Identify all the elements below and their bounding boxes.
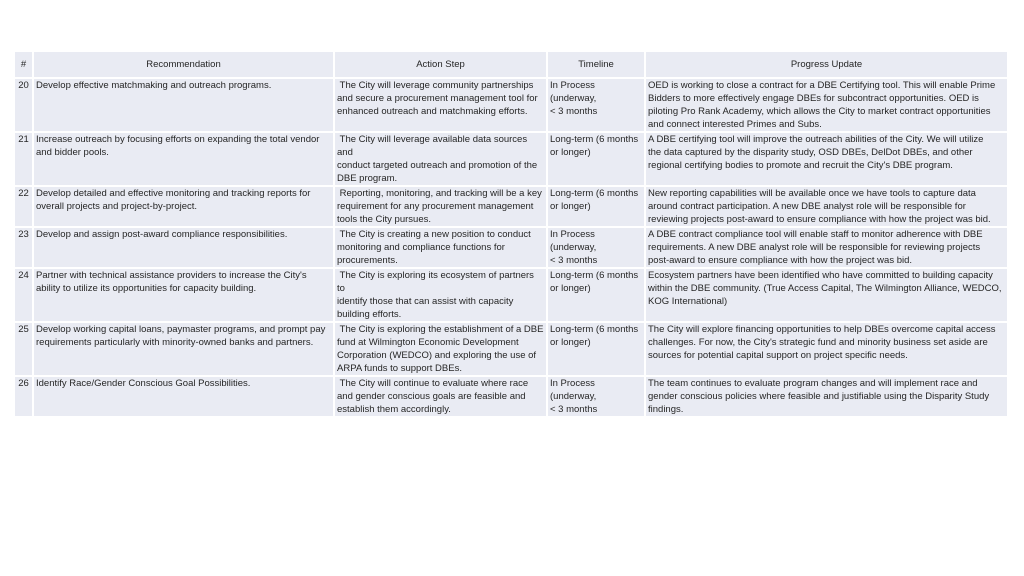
recommendations-table bbox=[15, 52, 1009, 416]
header-progress-update: Progress Update bbox=[645, 52, 1008, 78]
progress-update-cell: The team continues to evaluate program changes and will implement race and gender conscious policies where feasible and justifiable using the Disparity Study findings. bbox=[645, 376, 1008, 416]
header-action-step: Action Step bbox=[334, 52, 547, 78]
timeline-cell: Long-term (6 months or longer) bbox=[547, 132, 645, 186]
timeline-cell: Long-term (6 months or longer) bbox=[547, 268, 645, 322]
action-step-cell: The City is exploring the establishment of a DBE fund at Wilmington Economic Development Corporation (WEDCO) and exploring the use of ARPA funds to support DBEs. bbox=[334, 322, 547, 376]
progress-update-cell: New reporting capabilities will be available once we have tools to capture data around contract participation. A new DBE analyst role will be responsible for reviewing projects post-award to ensure compliance with how the project was bid. bbox=[645, 186, 1008, 227]
action-step-cell: The City is creating a new position to conduct monitoring and compliance functions for procurements. bbox=[334, 227, 547, 268]
recommendation-cell: Develop detailed and effective monitoring and tracking reports for overall projects and project-by-project. bbox=[33, 186, 334, 227]
header-number: # bbox=[15, 52, 33, 78]
action-step-cell: Reporting, monitoring, and tracking will be a key requirement for any procurement management tools the City pursues. bbox=[334, 186, 547, 227]
table-row bbox=[15, 376, 1008, 416]
table-header-row bbox=[15, 52, 1008, 78]
recommendation-cell: Increase outreach by focusing efforts on expanding the total vendor and bidder pools. bbox=[33, 132, 334, 186]
recommendation-cell: Develop working capital loans, paymaster programs, and prompt pay requirements particularly with minority-owned banks and partners. bbox=[33, 322, 334, 376]
row-number: 23 bbox=[15, 227, 33, 268]
timeline-cell: In Process (underway, < 3 months bbox=[547, 227, 645, 268]
recommendation-cell: Identify Race/Gender Conscious Goal Possibilities. bbox=[33, 376, 334, 416]
timeline-cell: In Process (underway, < 3 months bbox=[547, 78, 645, 132]
recommendation-cell: Partner with technical assistance providers to increase the City's ability to utilize its opportunities for capacity building. bbox=[33, 268, 334, 322]
row-number: 21 bbox=[15, 132, 33, 186]
progress-update-cell: OED is working to close a contract for a DBE Certifying tool. This will enable Prime Bidders to more effectively engage DBEs for subcontract opportunities. OED is piloting Pro Rank Academy, which allows the City to market contract opportunities and connect interested Primes and Subs. bbox=[645, 78, 1008, 132]
timeline-cell: Long-term (6 months or longer) bbox=[547, 322, 645, 376]
row-number: 24 bbox=[15, 268, 33, 322]
row-number: 20 bbox=[15, 78, 33, 132]
table-row bbox=[15, 268, 1008, 322]
progress-update-cell: The City will explore financing opportunities to help DBEs overcome capital access challenges. For now, the City's strategic fund and minority business set aside are sources for potential capital support on project specific needs. bbox=[645, 322, 1008, 376]
table-row bbox=[15, 322, 1008, 376]
table-row bbox=[15, 186, 1008, 227]
timeline-cell: Long-term (6 months or longer) bbox=[547, 186, 645, 227]
timeline-cell: In Process (underway, < 3 months bbox=[547, 376, 645, 416]
row-number: 26 bbox=[15, 376, 33, 416]
action-step-cell: The City will leverage available data sources and conduct targeted outreach and promotion of the DBE program. bbox=[334, 132, 547, 186]
progress-update-cell: Ecosystem partners have been identified who have committed to building capacity within the DBE community. (True Access Capital, The Wilmington Alliance, WEDCO, KOG International) bbox=[645, 268, 1008, 322]
recommendations-table-container bbox=[15, 52, 1008, 416]
progress-update-cell: A DBE certifying tool will improve the outreach abilities of the City. We will utilize the data captured by the disparity study, OSD DBEs, DelDot DBEs, and other regional certifying bodies to promote and recruit the City's DBE program. bbox=[645, 132, 1008, 186]
action-step-cell: The City is exploring its ecosystem of partners to identify those that can assist with capacity building efforts. bbox=[334, 268, 547, 322]
header-timeline: Timeline bbox=[547, 52, 645, 78]
action-step-cell: The City will continue to evaluate where race and gender conscious goals are feasible and establish them accordingly. bbox=[334, 376, 547, 416]
recommendation-cell: Develop and assign post-award compliance responsibilities. bbox=[33, 227, 334, 268]
table-row bbox=[15, 227, 1008, 268]
table-row bbox=[15, 78, 1008, 132]
header-recommendation: Recommendation bbox=[33, 52, 334, 78]
row-number: 22 bbox=[15, 186, 33, 227]
progress-update-cell: A DBE contract compliance tool will enable staff to monitor adherence with DBE requirements. A new DBE analyst role will be responsible for reviewing projects post-award to ensure compliance with how the project was bid. bbox=[645, 227, 1008, 268]
action-step-cell: The City will leverage community partnerships and secure a procurement management tool for enhanced outreach and matchmaking efforts. bbox=[334, 78, 547, 132]
recommendation-cell: Develop effective matchmaking and outreach programs. bbox=[33, 78, 334, 132]
table-row bbox=[15, 132, 1008, 186]
row-number: 25 bbox=[15, 322, 33, 376]
